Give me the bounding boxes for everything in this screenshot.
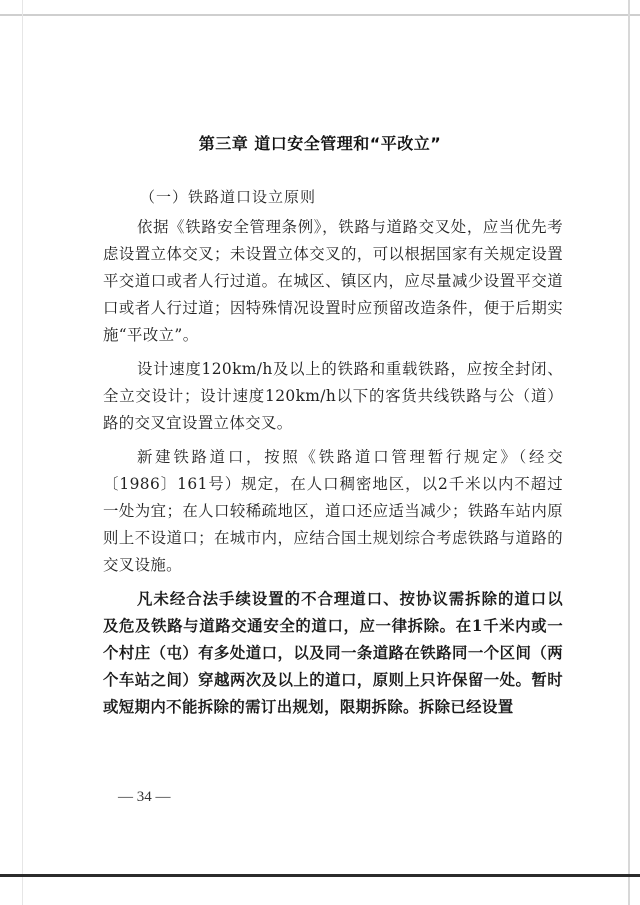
chapter-title: 第三章 道口安全管理和“平改立” (198, 134, 442, 153)
section-heading: （一）铁路道口设立原则 (140, 188, 317, 206)
paragraph-design-speed: 设计速度120km/h及以上的铁路和重载铁路，应按全封闭、全立交设计；设计速度120km/h以下的客货共线铁路与公（道）路的交叉宜设置立体交叉。 (103, 360, 563, 432)
paragraph-legal-basis: 依据《铁路安全管理条例》，铁路与道路交叉处，应当优先考虑设置立体交叉；未设置立体交叉的，可以根据国家有关规定设置平交道口或者人行过道。在城区、镇区内，应尽量减少设置平交道口或者人行过道；因特殊情况设置时应预留改造条件，便于后期实施“平改立”。 (103, 218, 563, 344)
scan-edge-bottom (0, 874, 640, 877)
body-text (103, 214, 563, 728)
paragraph-new-crossings: 新建铁路道口，按照《铁路道口管理暂行规定》（经交〔1986〕161号）规定，在人口稠密地区，以2千米以内不超过一处为宜；在人口较稀疏地区，道口还应适当减少；铁路车站内原则上不设道口；在城市内，应结合国土规划综合考虑铁路与道路的交叉设施。 (103, 448, 563, 574)
page-number: — 34 — (118, 789, 171, 805)
paragraph-removal: 凡未经合法手续设置的不合理道口、按协议需拆除的道口以及危及铁路与道路交通安全的道口，应一律拆除。在1千米内或一个村庄（屯）有多处道口，以及同一条道路在铁路同一个区间（两个车站之间）穿越两次及以上的道口，原则上只许保留一处。暂时或短期内不能拆除的需订出规划，限期拆除。拆除已经设置 (103, 590, 563, 716)
scan-edge-top (0, 14, 640, 16)
